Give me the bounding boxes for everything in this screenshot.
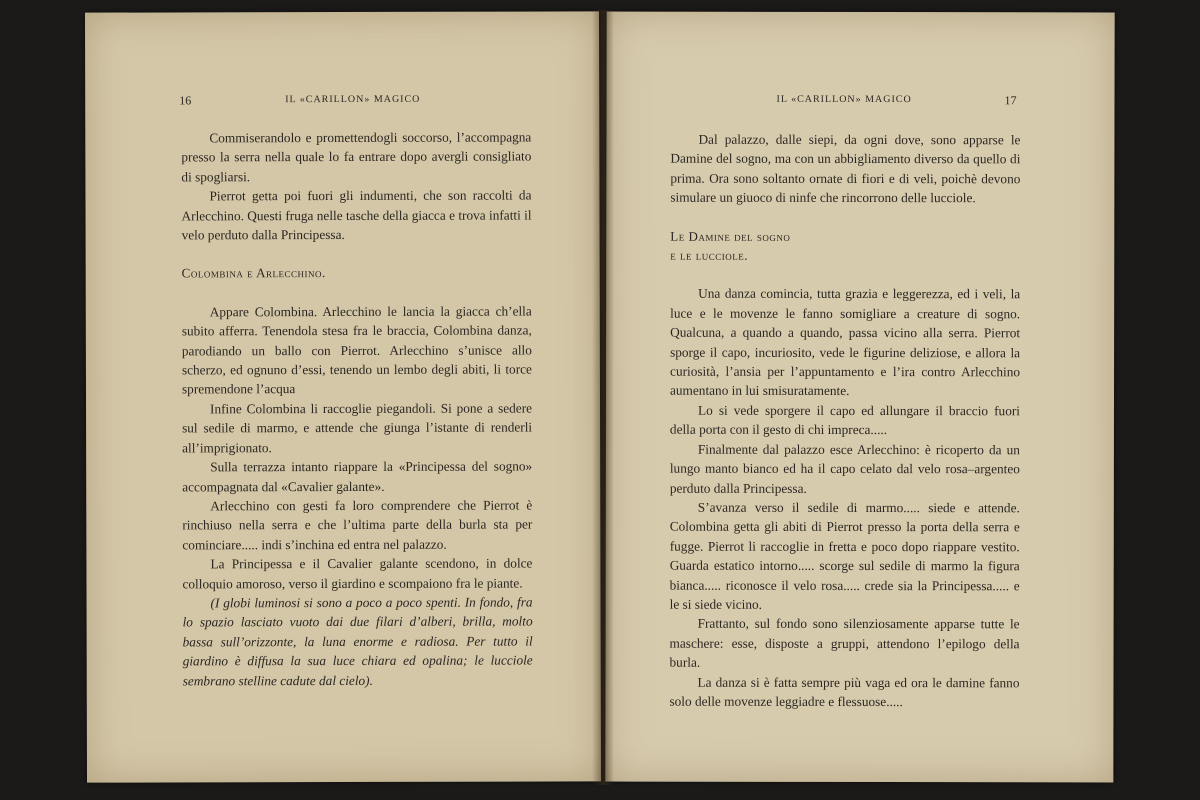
paragraph: Infine Colombina li raccoglie piegandoli. Si pone a sedere sul sedile di marmo, e attende che giunga l’istante di renderli all’imprigionato. <box>182 400 533 456</box>
section-heading: Colombina e Arlecchino. <box>181 265 326 281</box>
right-page-number: 17 <box>1004 93 1017 108</box>
left-page-text <box>181 128 532 691</box>
paragraph: Finalmente dal palazzo esce Arlecchino: è ricoperto da un lungo manto bianco ed ha il capo celato dal velo rosa–argenteo perduto dalla Principessa. <box>669 441 1020 496</box>
left-running-head: IL «CARILLON» MAGICO <box>285 93 421 106</box>
right-page-text <box>669 130 1020 712</box>
paragraph: Lo si vede sporgere il capo ed allungare il braccio fuori della porta con il gesto di chi impreca..... <box>669 402 1020 438</box>
paragraph: Dal palazzo, dalle siepi, da ogni dove, sono apparse le Damine del sogno, ma con un abbigliamento diverso da quello di prima. Ora sono soltanto ornate di fiori e di veli, poichè devono simulare un giuoco di ninfe che rincorrono delle lucciole. <box>670 131 1021 206</box>
left-page-header <box>85 93 599 110</box>
left-page <box>85 11 601 782</box>
paragraph: La Principessa e il Cavalier galante scendono, in dolce colloquio amoroso, verso il giardino e scompaiono fra le piante. <box>182 555 533 591</box>
paragraph: La danza si è fatta sempre più vaga ed ora le damine fanno solo delle movenze leggiadre e flessuose..... <box>669 674 1020 710</box>
section-heading-line: e le lucciole. <box>670 247 749 263</box>
left-page-number: 16 <box>179 93 192 108</box>
paragraph: Pierrot getta poi fuori gli indumenti, che son raccolti da Arlecchino. Questi fruga nelle tasche della giacca e trova infatti il velo perduto dalla Principessa. <box>181 187 532 243</box>
paragraph: Arlecchino con gesti fa loro comprendere che Pierrot è rinchiuso nella serra e che l’ultima parte della burla sta per cominciare..... indi s’inchina ed entra nel palazzo. <box>182 497 533 553</box>
stage-direction: (I globi luminosi si sono a poco a poco spenti. In fondo, fra lo spazio lasciato vuoto dai due filari d’alberi, brilla, molto bassa sull’orizzonte, la luna enorme e radiosa. Per tutto il giardino è diffusa la sua luce chiara ed opalina; le lucciole sembrano stelline cadute dal cielo). <box>182 594 533 688</box>
right-running-head: IL «CARILLON» MAGICO <box>776 93 912 106</box>
right-page-header <box>607 94 1115 111</box>
paragraph: Frattanto, sul fondo sono silenziosamente apparse tutte le maschere: esse, disposte a gruppi, attendono l’epilogo della burla. <box>669 616 1020 670</box>
paragraph: Una danza comincia, tutta grazia e leggerezza, ed i veli, la luce e le movenze le fanno somigliare a creature di sogno. Qualcuna, a quando a quando, passa vicino alla serra. Pierrot sporge il capo, incuriosito, vede le figurine deliziose, e allora la curiosità, l’ansia per l’appuntamento e l’ira contro Arlecchino aumentano in lui smisuratamente. <box>669 286 1021 399</box>
right-page <box>605 12 1114 783</box>
paragraph: Sulla terrazza intanto riappare la «Principessa del sogno» accompagnata dal «Cavalier galante». <box>182 458 533 494</box>
paragraph: Appare Colombina. Arlecchino le lancia la giacca ch’ella subito afferra. Tenendola stesa fra le braccia, Colombina danza, parodiando un ballo con Pierrot. Arlecchino s’unisce allo scherzo, ed ognuno d’essi, tenendo un lembo degli abiti, li torce spremendone l’acqua <box>181 303 532 397</box>
paragraph: Commiserandolo e promettendogli soccorso, l’accompagna presso la serra nella quale lo fa entrare dopo avergli consigliato di spogliarsi. <box>181 129 532 185</box>
paragraph: S’avanza verso il sedile di marmo..... siede e attende. Colombina getta gli abiti di Pierrot presso la porta della serra e fugge. Pierrot li raccoglie in fretta e poco dopo riappare vestito. Guarda estatico intorno..... scorge sul sedile di marmo la figura bianca..... riconosce il velo rosa..... crede sia la Principessa..... e le si siede vicino. <box>669 499 1020 612</box>
section-heading-line: Le Damine del sogno <box>670 228 791 244</box>
section-heading <box>670 226 1020 265</box>
